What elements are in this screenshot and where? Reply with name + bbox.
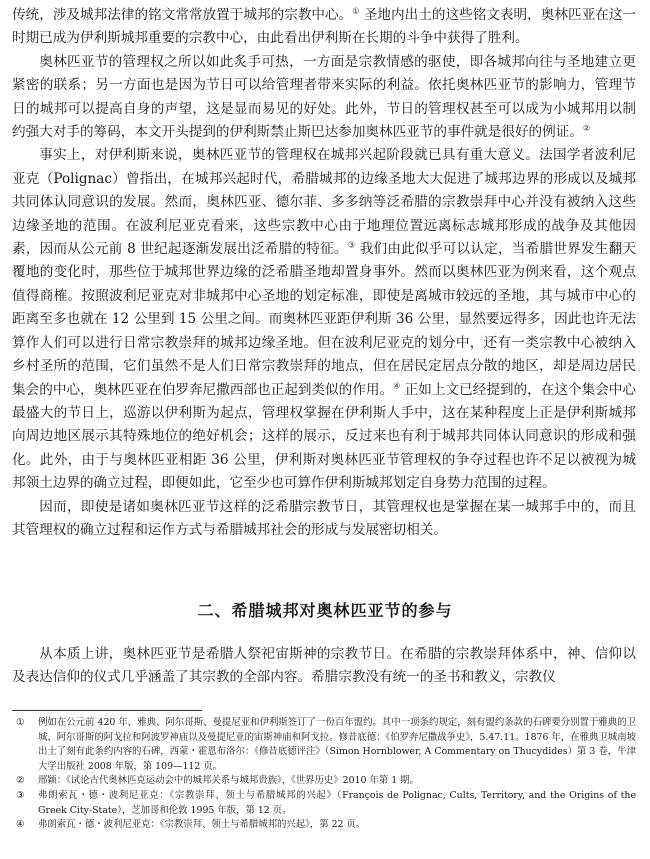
main-body-text [12, 4, 636, 542]
footnotes [12, 716, 636, 833]
footnote-ref-4[interactable]: ④ [393, 380, 401, 390]
footnote-text: 弗朗索瓦・德・波利尼亚克：《宗教崇拜、领土与希腊城邦的兴起》，第 22 页。 [38, 819, 366, 831]
footnote-ref-1[interactable]: ① [352, 6, 360, 16]
section-body-text [12, 643, 636, 690]
footnote-2 [12, 774, 636, 789]
paragraph-1: 传统，涉及城邦法律的铭文常常放置于城邦的宗教中心。① 圣地内出土的这些铭文表明，奥林匹亚在这一时期已成为伊利斯城邦重要的宗教中心，由此看出伊利斯在长期的斗争中获得了胜利。 [12, 6, 637, 47]
section-heading: 二、希腊城邦对奥林匹亚节的参与 [197, 601, 453, 620]
footnote-number: ① [16, 717, 25, 728]
footnote-text: 邢颖：《试论古代奥林匹克运动会中的城邦关系与城邦贵族》，《世界历史》2010 年第 1 期。 [38, 775, 419, 787]
footnote-3 [12, 789, 636, 818]
footnote-divider [12, 710, 202, 711]
footnote-number: ② [16, 775, 25, 787]
paragraph-4: 因而，即使是诸如奥林匹亚节这样的泛希腊宗教节日，其管理权也是掌握在某一城邦手中的，而且其管理权的确立过程和运作方式与希腊城邦社会的形成与发展密切相关。 [12, 498, 636, 538]
paragraph-3: 事实上，对伊利斯来说，奥林匹亚节的管理权在城邦兴起阶段就已具有重大意义。法国学者波利尼亚克（Polignac）曾指出，在城邦兴起时代，希腊城邦的边缘圣地大大促进了城邦边界的形成以及城邦共同体认同意识的发展。然而，奥林匹亚、德尔菲、多多纳等泛希腊的宗教崇拜中心并没有被纳入这些边缘圣地的范围。在波利尼亚克看来，这些宗教中心由于地理位置远离标志城邦形成的战争及其他因素，因而从公元前 8 世纪起逐渐发展出泛希腊的特征。③ 我们由此似乎可以认定，当希腊世界发生翻天覆地的变化时，那些位于城邦世界边缘的泛希腊圣地却置身事外。然而以奥林匹亚为例来看，这个观点值得商榷。按照波利尼亚克对非城邦中心圣地的划定标准，即使是离城市较远的圣地，其与城市中心的距离至多也就在 12 公里到 15 公里之间。而奥林匹亚距伊利斯 36 公里，显然要远得多，因此也许无法算作人们可以进行日常宗教崇拜的城邦边缘圣地。但在波利尼亚克的划分中，还有一类宗教中心被纳入乡村圣所的范围，它们虽然不是人们日常宗教崇拜的地点，但在居民定居点分散的地区，却是周边居民集会的中心，奥林匹亚在伯罗奔尼撒西部也正起到类似的作用。④ 正如上文已经提到的，在这个集会中心最盛大的节日上，巡游以伊利斯为起点，管理权掌握在伊利斯人手中，这在某种程度上正是伊利斯城邦向周边地区展示其特殊地位的绝好机会；这样的展示，反过来也有利于城邦共同体认同意识的形成和强化。此外，由于与奥林匹亚相距 36 公里，伊利斯对奥林匹亚节管理权的争夺过程也许不足以被视为城邦领土边界的确立过程，即便如此，它至少也可算作伊利斯城邦划定自身势力范围的过程。 [12, 147, 637, 492]
section-paragraph: 从本质上讲，奥林匹亚节是希腊人祭祀宙斯神的宗教节日。在希腊的宗教崇拜体系中，神、信仰以及表达信仰的仪式几乎涵盖了其宗教的全部内容。希腊宗教没有统一的圣书和教义，宗教仪 [12, 646, 636, 686]
footnote-text: 弗朗索瓦・德・波利尼亚克：《宗教崇拜、领土与希腊城邦的兴起》（François de Polignac, Cults, Territory, and the Origins of the Greek City-State），芝加哥和伦敦 1995 年版，第 12 页。 [38, 789, 636, 816]
footnote-number: ④ [16, 819, 25, 831]
footnote-ref-3[interactable]: ③ [347, 240, 356, 250]
footnote-ref-2[interactable]: ② [582, 123, 591, 133]
footnote-text: 例如在公元前 420 年，雅典、阿尔哥斯、曼提尼亚和伊利斯签订了一份百年盟约。其中一项条约规定，刻有盟约条款的石碑要分别置于雅典的卫城、阿尔哥斯的阿戈拉和阿波罗神庙以及曼提尼亚的宙斯神庙和阿戈拉。修昔底德：《伯罗奔尼撒战争史》，5.47.11。1876 年，在雅典卫城南坡出土了刻有此条约内容的石碑，西蒙・霍恩布洛尔：《修昔底德评注》（Simon Hornblower, A Commentary on Thucydides）第 3 卷，牛津大学出版社 2008 年版，第 109—112 页。 [38, 717, 636, 772]
footnote-number: ③ [16, 789, 25, 801]
footnote-1 [12, 716, 636, 774]
footnote-4 [12, 818, 636, 833]
paragraph-2: 奥林匹亚节的管理权之所以如此炙手可热，一方面是宗教情感的驱使，即各城邦向往与圣地建立更紧密的联系；另一方面也是因为节日可以给管理者带来实际的利益。依托奥林匹亚节的影响力，管理节日的城邦可以提高自身的声望，这是显而易见的好处。此外，节日的管理权甚至可以成为小城邦用以制约强大对手的筹码，本文开头提到的伊利斯禁止斯巴达参加奥林匹亚节的事件就是很好的例证。② [12, 53, 636, 141]
